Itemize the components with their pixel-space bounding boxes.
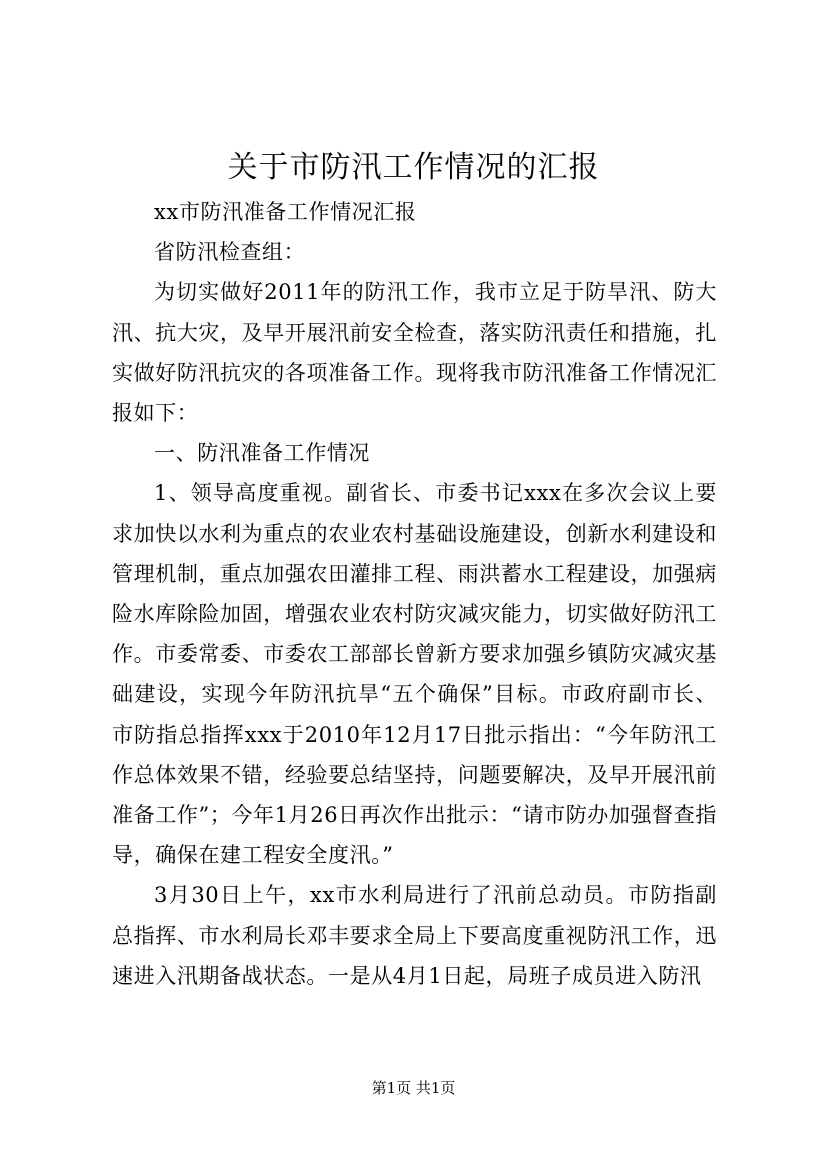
- intro-paragraph: 为切实做好2011年的防汛工作，我市立足于防旱汛、防大汛、抗大灾，及早开展汛前安全检查，落实防汛责任和措施，扎实做好防汛抗灾的各项准备工作。现将我市防汛准备工作情况汇报如下：: [112, 280, 717, 426]
- body-paragraph: 3月30日上午，xx市水利局进行了汛前总动员。市防指副总指挥、市水利局长邓丰要求全局上下要高度重视防汛工作，迅速进入汛期备战状态。一是从4月1日起，局班子成员进入防汛: [112, 883, 717, 988]
- page-footer: 第1页 共1页: [371, 1079, 456, 1097]
- document-body: [112, 192, 717, 996]
- body-paragraph: 1、领导高度重视。副省长、市委书记xxx在多次会议上要求加快以水利为重点的农业农村基础设施建设，创新水利建设和管理机制，重点加强农田灌排工程、雨洪蓄水工程建设，加强病险水库除险加固，增强农业农村防灾减灾能力，切实做好防汛工作。市委常委、市委农工部部长曾新方要求加强乡镇防灾减灾基础建设，实现今年防汛抗旱“五个确保”目标。市政府副市长、市防指总指挥xxx于2010年12月17日批示指出：“今年防汛工作总体效果不错，经验要总结坚持，问题要解决，及早开展汛前准备工作”；今年1月26日再次作出批示：“请市防办加强督查指导，确保在建工程安全度汛。”: [112, 481, 717, 868]
- section-heading: 一、防汛准备工作情况: [154, 441, 370, 466]
- document-title: 关于市防汛工作情况的汇报: [227, 150, 600, 185]
- salutation-paragraph: 省防汛检查组：: [154, 240, 306, 265]
- report-subtitle-paragraph: xx市防汛准备工作情况汇报: [154, 200, 417, 224]
